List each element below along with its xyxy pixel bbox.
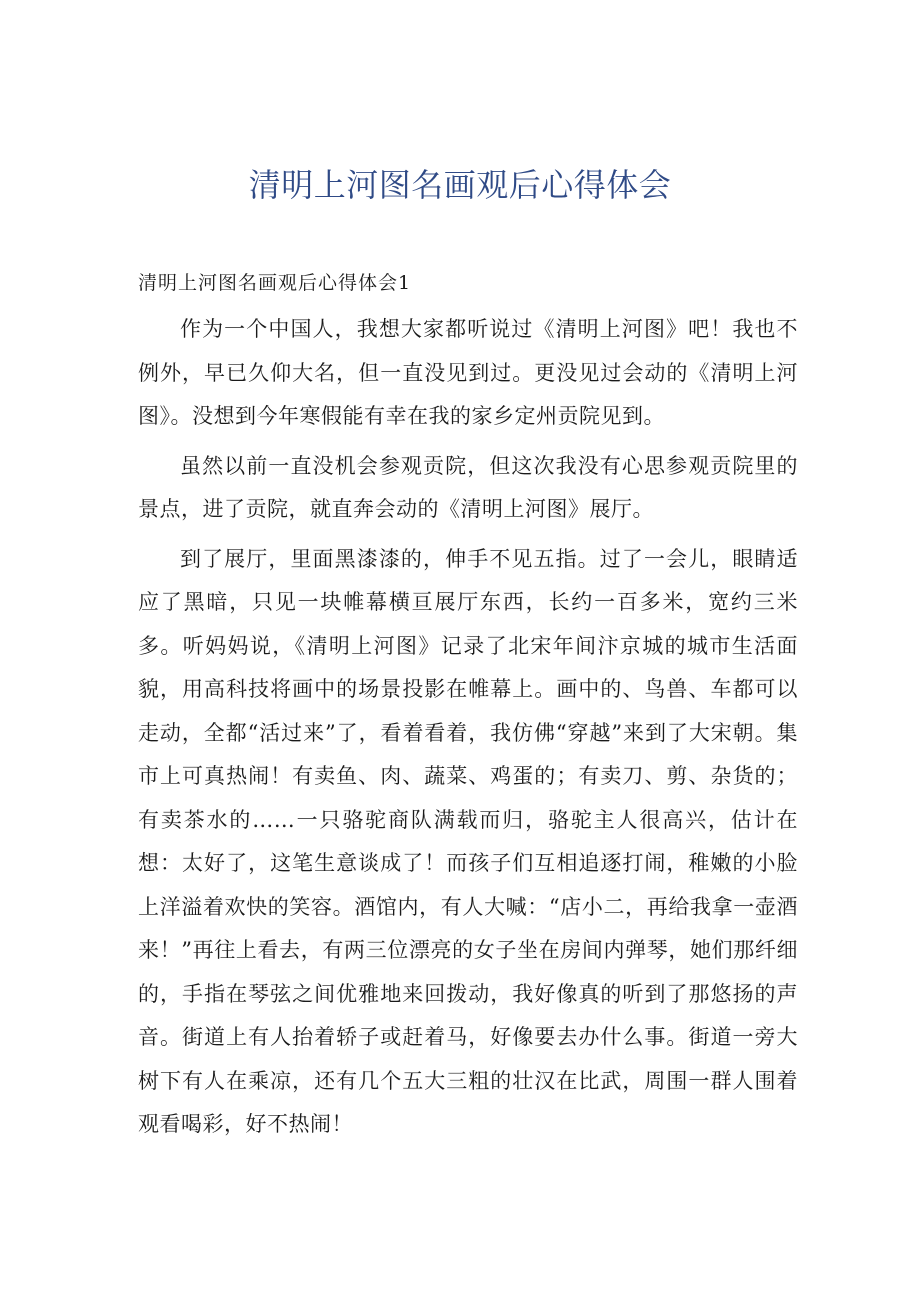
body-text (138, 308, 798, 1153)
section-heading: 清明上河图名画观后心得体会1 (138, 272, 412, 294)
paragraph: 到了展厅，里面黑漆漆的，伸手不见五指。过了一会儿，眼睛适应了黑暗，只见一块帷幕横亘展厅东西，长约一百多米，宽约三米多。听妈妈说，《清明上河图》记录了北宋年间汴京城的城市生活面貌，用高科技将画中的场景投影在帷幕上。画中的、鸟兽、车都可以走动，全都“活过来”了，看着看着，我仿佛“穿越”来到了大宋朝。集市上可真热闹！有卖鱼、肉、蔬菜、鸡蛋的；有卖刀、剪、杂货的；有卖茶水的……一只骆驼商队满载而归，骆驼主人很高兴，估计在想：太好了，这笔生意谈成了！而孩子们互相追逐打闹，稚嫩的小脸上洋溢着欢快的笑容。酒馆内，有人大喊：“店小二，再给我拿一壶酒来！”再往上看去，有两三位漂亮的女子坐在房间内弹琴，她们那纤细的，手指在琴弦之间优雅地来回拨动，我好像真的听到了那悠扬的声音。街道上有人抬着轿子或赶着马，好像要去办什么事。街道一旁大树下有人在乘凉，还有几个五大三粗的壮汉在比武，周围一群人围着观看喝彩，好不热闹！ (138, 546, 798, 1136)
paragraph: 作为一个中国人，我想大家都听说过《清明上河图》吧！我也不例外，早已久仰大名，但一直没见到过。更没见过会动的《清明上河图》。没想到今年寒假能有幸在我的家乡定州贡院见到。 (138, 317, 798, 428)
paragraph: 虽然以前一直没机会参观贡院，但这次我没有心思参观贡院里的景点，进了贡院，就直奔会动的《清明上河图》展厅。 (138, 453, 798, 521)
page-title: 清明上河图名画观后心得体会 (248, 166, 672, 204)
